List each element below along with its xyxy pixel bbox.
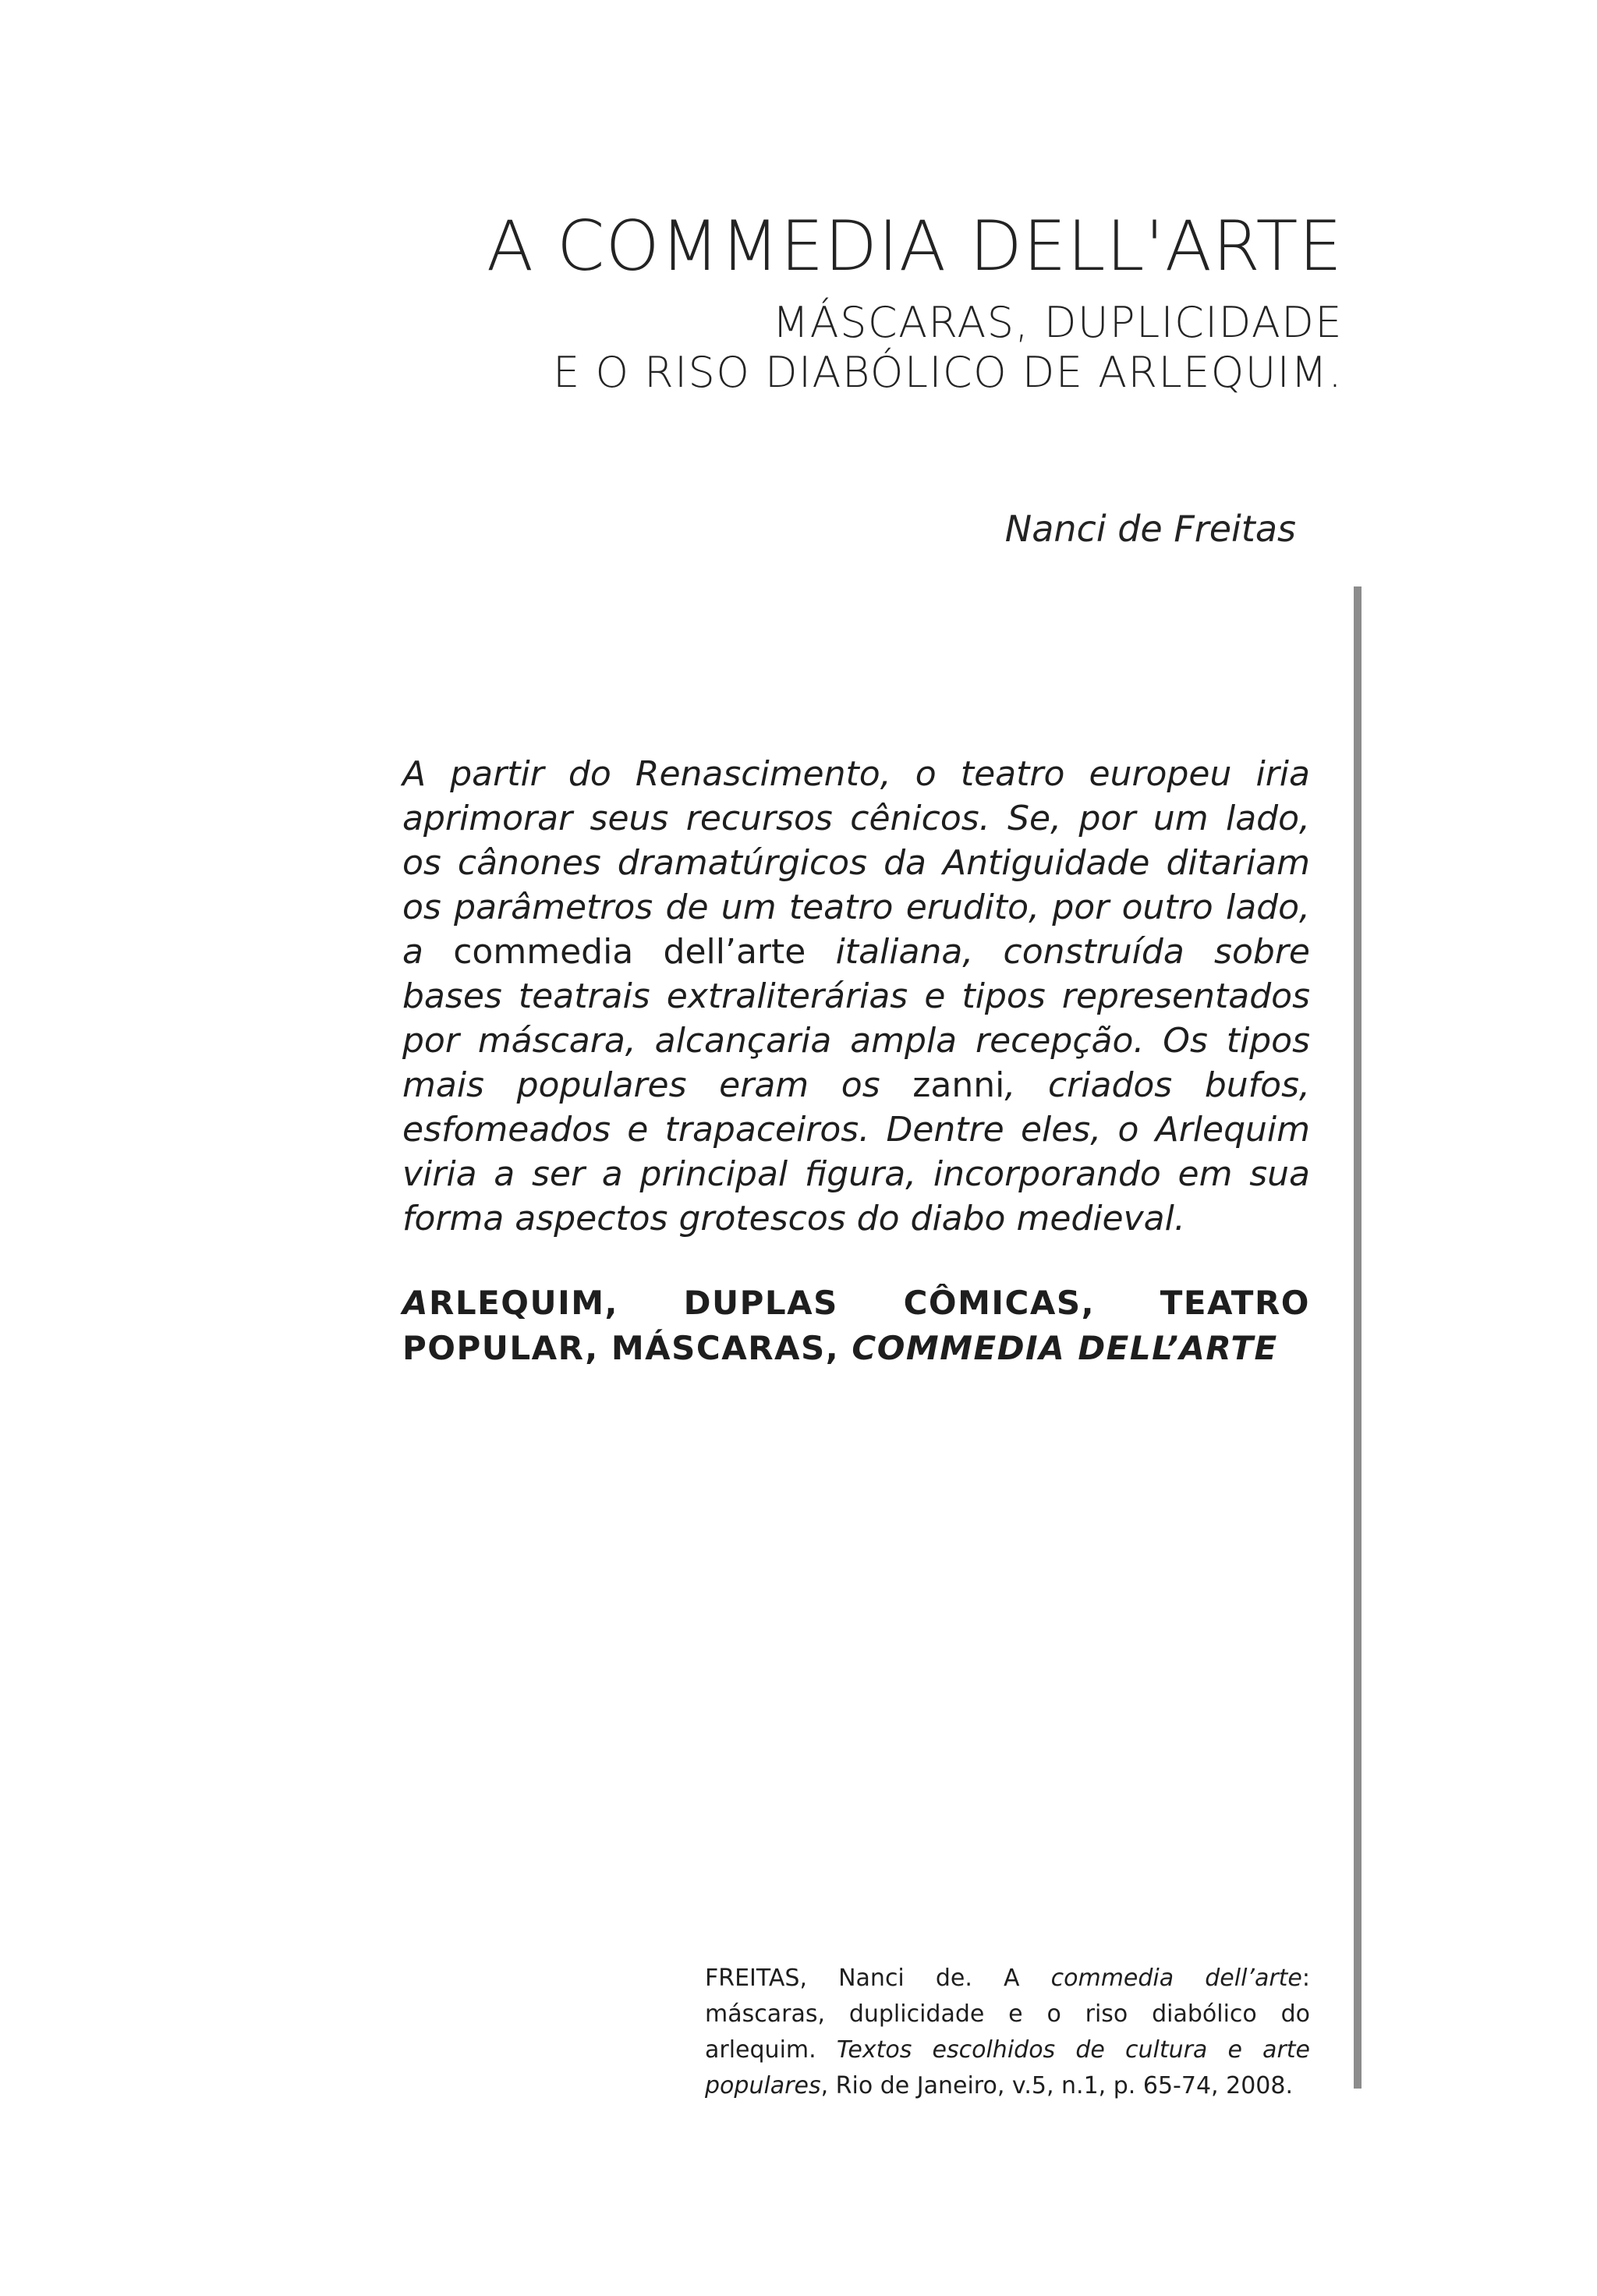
keywords-italic: COMMEDIA DELL’ARTE: [852, 1329, 1278, 1367]
citation: [705, 1961, 1310, 2104]
citation-italic-1: commedia dell’arte: [1050, 1965, 1302, 1992]
title-block: [487, 207, 1343, 398]
keywords-first-letter: A: [402, 1284, 430, 1322]
keywords: [402, 1281, 1310, 1371]
abstract-text-1: A partir do Renascimento, o teatro europeu iria aprimorar seus recursos cênicos. Se, por um lado, os cânones dramatúrgicos da Antiguidade ditariam os parâmetros de um teatro erudito, por outro lado, a: [402, 754, 1310, 972]
abstract-text-3: , criados bufos, esfomeados e trapaceiros. Dentre eles, o Arlequim viria a ser a principal figura, incorporando em sua forma aspectos grotescos do diabo medieval.: [402, 1065, 1310, 1238]
abstract-term-commedia: commedia dell’arte: [453, 932, 806, 972]
abstract-term-zanni: zanni: [912, 1065, 1005, 1105]
abstract: [402, 752, 1310, 1241]
keywords-text: RLEQUIM, DUPLAS CÔMICAS, TEATRO POPULAR, MÁSCARAS,: [402, 1284, 1310, 1367]
citation-italic-2: Textos escolhidos de cultura e arte populares: [705, 2036, 1310, 2099]
abstract-text-2: italiana, construída sobre bases teatrais extraliterárias e tipos representados por máscara, alcançaria ampla recepção. Os tipos mais populares eram os: [402, 932, 1310, 1105]
vertical-rule: [1354, 586, 1362, 2089]
citation-text-2: : máscaras, duplicidade e o riso diabólico do arlequim.: [705, 1965, 1310, 2064]
author-name: Nanci de Freitas: [1004, 508, 1296, 550]
citation-text-1: FREITAS, Nanci de. A: [705, 1965, 1051, 1992]
citation-text-3: , Rio de Janeiro, v.5, n.1, p. 65-74, 2008.: [820, 2072, 1293, 2099]
article-subtitle-line-1: MÁSCARAS, DUPLICIDADE: [772, 298, 1343, 347]
article-title: A COMMEDIA DELL'ARTE: [486, 206, 1343, 286]
article-subtitle-line-2: E O RISO DIABÓLICO DE ARLEQUIM.: [553, 348, 1343, 397]
